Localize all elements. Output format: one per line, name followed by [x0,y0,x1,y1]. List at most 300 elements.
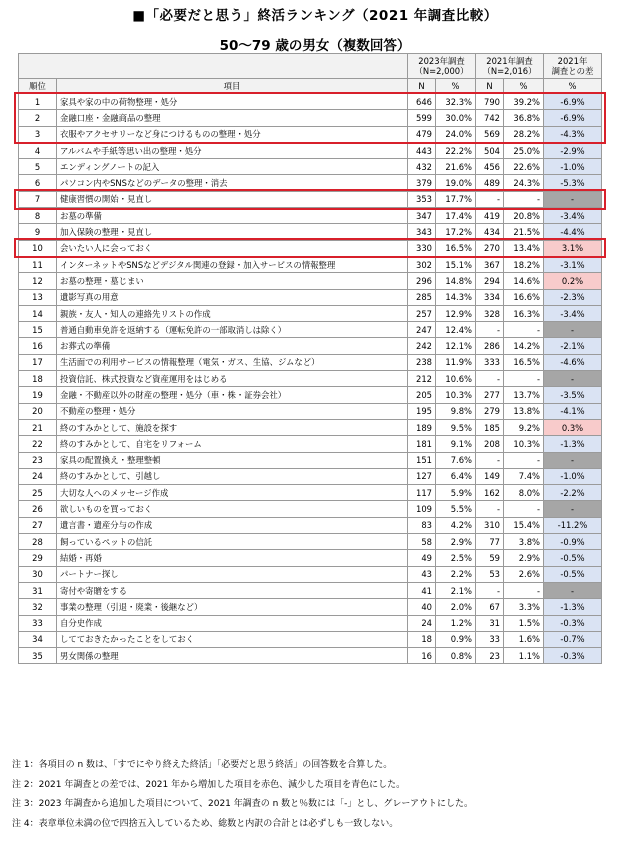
pct-2023-cell: 2.9% [436,534,476,550]
item-cell: 家具の配置換え・整理整頓 [57,452,408,468]
pct-2021-cell: 14.2% [504,338,544,354]
n-2021-cell: - [476,371,504,387]
n-2021-cell: 334 [476,289,504,305]
pct-2021-cell: 16.6% [504,289,544,305]
item-cell: 終のすみかとして、施設を探す [57,419,408,435]
n-2021-cell: - [476,501,504,517]
n-2021-cell: 328 [476,305,504,321]
table-row [19,305,602,321]
pct-2021-cell: 9.2% [504,419,544,435]
pct-2021-cell: 22.6% [504,159,544,175]
diff-cell: -2.2% [544,485,602,501]
n-2021-cell: 489 [476,175,504,191]
item-cell: お墓の準備 [57,208,408,224]
header-blank [19,54,408,79]
table-row [19,403,602,419]
pct-2023-cell: 6.4% [436,468,476,484]
n-2023-cell: 40 [408,599,436,615]
table-row [19,94,602,110]
n-2023-cell: 58 [408,534,436,550]
item-cell: 不動産の整理・処分 [57,403,408,419]
n-2023-cell: 238 [408,354,436,370]
pct-2021-cell: 13.4% [504,240,544,256]
table-row [19,582,602,598]
rank-cell: 19 [19,387,57,403]
pct-2023-cell: 17.7% [436,191,476,207]
diff-cell: -6.9% [544,94,602,110]
table-row [19,289,602,305]
diff-cell: - [544,371,602,387]
notes [12,756,473,834]
n-2023-cell: 127 [408,468,436,484]
rank-cell: 10 [19,240,57,256]
pct-2021-cell: 39.2% [504,94,544,110]
pct-2021-cell: 20.8% [504,208,544,224]
item-cell: 自分史作成 [57,615,408,631]
item-cell: 大切な人へのメッセージ作成 [57,485,408,501]
diff-cell: -3.4% [544,305,602,321]
item-cell: 終のすみかとして、自宅をリフォーム [57,436,408,452]
diff-cell: 0.2% [544,273,602,289]
rank-cell: 15 [19,322,57,338]
header-n-2021: N [476,79,504,94]
n-2021-cell: 162 [476,485,504,501]
n-2021-cell: 77 [476,534,504,550]
pct-2021-cell: - [504,371,544,387]
table-row [19,615,602,631]
rank-cell: 27 [19,517,57,533]
pct-2023-cell: 24.0% [436,126,476,142]
n-2021-cell: 333 [476,354,504,370]
item-cell: お葬式の準備 [57,338,408,354]
n-2023-cell: 443 [408,142,436,158]
pct-2021-cell: 7.4% [504,468,544,484]
n-2023-cell: 479 [408,126,436,142]
n-2021-cell: - [476,452,504,468]
n-2021-cell: 33 [476,631,504,647]
header-row-columns [19,79,602,94]
rank-cell: 14 [19,305,57,321]
n-2023-cell: 18 [408,631,436,647]
diff-cell: -4.3% [544,126,602,142]
item-cell: 普通自動車免許を返納する（運転免許の一部取消しは除く） [57,322,408,338]
n-2023-cell: 296 [408,273,436,289]
diff-cell: -5.3% [544,175,602,191]
pct-2021-cell: 1.1% [504,648,544,664]
rank-cell: 17 [19,354,57,370]
pct-2021-cell: 28.2% [504,126,544,142]
pct-2021-cell: 16.3% [504,305,544,321]
rank-cell: 1 [19,94,57,110]
diff-cell: 0.3% [544,419,602,435]
item-cell: 健康習慣の開始・見直し [57,191,408,207]
diff-cell: -3.5% [544,387,602,403]
pct-2021-cell: 10.3% [504,436,544,452]
n-2021-cell: 742 [476,110,504,126]
n-2023-cell: 257 [408,305,436,321]
diff-cell: 3.1% [544,240,602,256]
rank-cell: 21 [19,419,57,435]
header-2021: 2021年調査 （N=2,016） [476,54,544,79]
rank-cell: 26 [19,501,57,517]
diff-cell: -4.1% [544,403,602,419]
diff-cell: -0.5% [544,566,602,582]
diff-cell: -0.3% [544,648,602,664]
n-2021-cell: 434 [476,224,504,240]
table-row [19,436,602,452]
pct-2023-cell: 14.3% [436,289,476,305]
pct-2021-cell: 3.3% [504,599,544,615]
pct-2023-cell: 7.6% [436,452,476,468]
table-row [19,159,602,175]
diff-cell: -3.4% [544,208,602,224]
table-row [19,534,602,550]
item-cell: 欲しいものを買っておく [57,501,408,517]
n-2021-cell: 456 [476,159,504,175]
header-diff: 2021年 調査との差 [544,54,602,79]
rank-cell: 8 [19,208,57,224]
pct-2021-cell: 24.3% [504,175,544,191]
n-2023-cell: 646 [408,94,436,110]
n-2021-cell: 367 [476,256,504,272]
table-row [19,322,602,338]
n-2023-cell: 285 [408,289,436,305]
item-cell: パートナー探し [57,566,408,582]
pct-2023-cell: 12.1% [436,338,476,354]
rank-cell: 35 [19,648,57,664]
pct-2023-cell: 17.2% [436,224,476,240]
item-cell: お墓の整理・墓じまい [57,273,408,289]
pct-2021-cell: - [504,322,544,338]
item-cell: 結婚・再婚 [57,550,408,566]
rank-cell: 33 [19,615,57,631]
n-2023-cell: 247 [408,322,436,338]
pct-2023-cell: 17.4% [436,208,476,224]
pct-2023-cell: 32.3% [436,94,476,110]
diff-cell: -4.4% [544,224,602,240]
pct-2021-cell: - [504,501,544,517]
item-cell: 衣服やアクセサリーなど身につけるものの整理・処分 [57,126,408,142]
item-cell: してておきたかったことをしておく [57,631,408,647]
table-row [19,550,602,566]
table-row [19,273,602,289]
n-2021-cell: 279 [476,403,504,419]
rank-cell: 13 [19,289,57,305]
n-2021-cell: - [476,191,504,207]
pct-2021-cell: 1.6% [504,631,544,647]
n-2021-cell: 270 [476,240,504,256]
pct-2021-cell: - [504,582,544,598]
note-line: 注 2：2021 年調査との差では、2021 年から増加した項目を赤色、減少した項目を青色にした。 [12,779,406,790]
n-2023-cell: 212 [408,371,436,387]
n-2023-cell: 195 [408,403,436,419]
table-row [19,419,602,435]
rank-cell: 6 [19,175,57,191]
rank-cell: 9 [19,224,57,240]
n-2023-cell: 151 [408,452,436,468]
table-row [19,485,602,501]
pct-2021-cell: 2.9% [504,550,544,566]
diff-cell: -2.1% [544,338,602,354]
pct-2023-cell: 16.5% [436,240,476,256]
table-row [19,175,602,191]
rank-cell: 32 [19,599,57,615]
n-2023-cell: 109 [408,501,436,517]
n-2021-cell: 569 [476,126,504,142]
pct-2021-cell: 3.8% [504,534,544,550]
n-2021-cell: 185 [476,419,504,435]
pct-2023-cell: 10.3% [436,387,476,403]
n-2021-cell: 504 [476,142,504,158]
n-2021-cell: 790 [476,94,504,110]
diff-cell: -4.6% [544,354,602,370]
ranking-table [18,53,602,664]
diff-cell: -11.2% [544,517,602,533]
pct-2021-cell: 2.6% [504,566,544,582]
n-2023-cell: 343 [408,224,436,240]
rank-cell: 34 [19,631,57,647]
table-row [19,224,602,240]
n-2021-cell: 310 [476,517,504,533]
pct-2021-cell: 1.5% [504,615,544,631]
rank-cell: 30 [19,566,57,582]
header-rank: 順位 [19,79,57,94]
rank-cell: 31 [19,582,57,598]
pct-2023-cell: 15.1% [436,256,476,272]
item-cell: 加入保険の整理・見直し [57,224,408,240]
pct-2023-cell: 2.1% [436,582,476,598]
n-2021-cell: 419 [476,208,504,224]
rank-cell: 12 [19,273,57,289]
item-cell: 男女関係の整理 [57,648,408,664]
header-2023: 2023年調査 （N=2,000） [408,54,476,79]
rank-cell: 2 [19,110,57,126]
rank-cell: 22 [19,436,57,452]
pct-2023-cell: 0.9% [436,631,476,647]
rank-cell: 28 [19,534,57,550]
pct-2023-cell: 30.0% [436,110,476,126]
n-2021-cell: 277 [476,387,504,403]
pct-2023-cell: 5.5% [436,501,476,517]
diff-cell: -2.9% [544,142,602,158]
diff-cell: - [544,582,602,598]
rank-cell: 20 [19,403,57,419]
rank-cell: 7 [19,191,57,207]
pct-2023-cell: 2.0% [436,599,476,615]
table-row [19,387,602,403]
pct-2023-cell: 22.2% [436,142,476,158]
pct-2023-cell: 2.2% [436,566,476,582]
diff-cell: -1.3% [544,436,602,452]
header-n-2023: N [408,79,436,94]
pct-2023-cell: 11.9% [436,354,476,370]
n-2023-cell: 41 [408,582,436,598]
item-cell: エンディングノートの記入 [57,159,408,175]
item-cell: 生活面での利用サービスの情報整理（電気・ガス、生協、ジムなど） [57,354,408,370]
table-row [19,566,602,582]
pct-2023-cell: 14.8% [436,273,476,289]
pct-2021-cell: 13.7% [504,387,544,403]
n-2023-cell: 117 [408,485,436,501]
n-2023-cell: 353 [408,191,436,207]
note-line: 注 3：2023 年調査から追加した項目について、2021 年調査の n 数と％数には「-」とし、グレーアウトにした。 [12,799,473,809]
n-2023-cell: 205 [408,387,436,403]
n-2021-cell: 67 [476,599,504,615]
table-row [19,191,602,207]
diff-cell: -6.9% [544,110,602,126]
table-row [19,240,602,256]
rank-cell: 29 [19,550,57,566]
n-2023-cell: 181 [408,436,436,452]
n-2021-cell: 208 [476,436,504,452]
rank-cell: 24 [19,468,57,484]
pct-2023-cell: 10.6% [436,371,476,387]
table-row [19,208,602,224]
table-row [19,631,602,647]
n-2021-cell: 23 [476,648,504,664]
n-2023-cell: 242 [408,338,436,354]
diff-cell: -3.1% [544,256,602,272]
n-2021-cell: - [476,322,504,338]
item-cell: 金融・不動産以外の財産の整理・処分（車・株・証券会社） [57,387,408,403]
diff-cell: -0.5% [544,550,602,566]
n-2021-cell: 286 [476,338,504,354]
item-cell: 家具や家の中の荷物整理・処分 [57,94,408,110]
table-row [19,354,602,370]
rank-cell: 16 [19,338,57,354]
rank-cell: 23 [19,452,57,468]
header-pct-2021: % [504,79,544,94]
table-row [19,501,602,517]
table-row [19,648,602,664]
item-cell: パソコン内やSNSなどのデータの整理・消去 [57,175,408,191]
table-row [19,599,602,615]
header-pct-2023: % [436,79,476,94]
pct-2023-cell: 12.4% [436,322,476,338]
item-cell: 投資信託、株式投資など資産運用をはじめる [57,371,408,387]
diff-cell: - [544,191,602,207]
rank-cell: 5 [19,159,57,175]
pct-2021-cell: 18.2% [504,256,544,272]
n-2021-cell: 149 [476,468,504,484]
diff-cell: -0.3% [544,615,602,631]
header-pct-diff: % [544,79,602,94]
table-row [19,142,602,158]
pct-2021-cell: 25.0% [504,142,544,158]
pct-2021-cell: 14.6% [504,273,544,289]
header-row-groups [19,54,602,79]
pct-2023-cell: 0.8% [436,648,476,664]
n-2023-cell: 83 [408,517,436,533]
pct-2023-cell: 1.2% [436,615,476,631]
diff-cell: -1.0% [544,159,602,175]
pct-2023-cell: 12.9% [436,305,476,321]
n-2023-cell: 599 [408,110,436,126]
n-2021-cell: 31 [476,615,504,631]
n-2023-cell: 49 [408,550,436,566]
n-2021-cell: - [476,582,504,598]
pct-2023-cell: 9.5% [436,419,476,435]
pct-2021-cell: - [504,191,544,207]
pct-2021-cell: 16.5% [504,354,544,370]
n-2023-cell: 43 [408,566,436,582]
pct-2021-cell: 13.8% [504,403,544,419]
diff-cell: -0.7% [544,631,602,647]
pct-2021-cell: 21.5% [504,224,544,240]
pct-2021-cell: 8.0% [504,485,544,501]
table-row [19,338,602,354]
n-2023-cell: 379 [408,175,436,191]
n-2023-cell: 189 [408,419,436,435]
n-2023-cell: 330 [408,240,436,256]
n-2023-cell: 16 [408,648,436,664]
rank-cell: 4 [19,142,57,158]
n-2021-cell: 53 [476,566,504,582]
item-cell: 遺影写真の用意 [57,289,408,305]
pct-2021-cell: - [504,452,544,468]
table-row [19,126,602,142]
pct-2023-cell: 9.8% [436,403,476,419]
table-row [19,256,602,272]
table-row [19,517,602,533]
rank-cell: 18 [19,371,57,387]
header-item: 項目 [57,79,408,94]
item-cell: インターネットやSNSなどデジタル関連の登録・加入サービスの情報整理 [57,256,408,272]
item-cell: 飼っているペットの信託 [57,534,408,550]
pct-2023-cell: 5.9% [436,485,476,501]
pct-2023-cell: 19.0% [436,175,476,191]
n-2021-cell: 59 [476,550,504,566]
item-cell: 寄付や寄贈をする [57,582,408,598]
table-row [19,468,602,484]
diff-cell: - [544,452,602,468]
n-2023-cell: 347 [408,208,436,224]
item-cell: 会いたい人に会っておく [57,240,408,256]
diff-cell: -2.3% [544,289,602,305]
pct-2023-cell: 9.1% [436,436,476,452]
pct-2023-cell: 21.6% [436,159,476,175]
item-cell: アルバムや手紙等思い出の整理・処分 [57,142,408,158]
diff-cell: -1.3% [544,599,602,615]
pct-2021-cell: 15.4% [504,517,544,533]
pct-2023-cell: 2.5% [436,550,476,566]
table-row [19,371,602,387]
item-cell: 事業の整理（引退・廃業・後継など） [57,599,408,615]
pct-2021-cell: 36.8% [504,110,544,126]
note-line: 注 1：各項目の n 数は、「すでにやり終えた終活」「必要だと思う終活」の回答数を合算した。 [12,760,393,770]
rank-cell: 25 [19,485,57,501]
n-2023-cell: 24 [408,615,436,631]
n-2023-cell: 432 [408,159,436,175]
diff-cell: -1.0% [544,468,602,484]
table-row [19,110,602,126]
diff-cell: -0.9% [544,534,602,550]
rank-cell: 3 [19,126,57,142]
note-line: 注 4：表章単位未満の位で四捨五入しているため、総数と内訳の合計とは必ずしも一致しない。 [12,818,399,829]
item-cell: 終のすみかとして、引越し [57,468,408,484]
rank-cell: 11 [19,256,57,272]
diff-cell: - [544,322,602,338]
n-2021-cell: 294 [476,273,504,289]
page-title: ■「必要だと思う」終活ランキング（2021 年調査比較） [132,8,498,24]
item-cell: 遺言書・遺産分与の作成 [57,517,408,533]
item-cell: 親族・友人・知人の連絡先リストの作成 [57,305,408,321]
page-subtitle: 50～79 歳の男女（複数回答） [219,38,411,54]
table-row [19,452,602,468]
diff-cell: - [544,501,602,517]
item-cell: 金融口座・金融商品の整理 [57,110,408,126]
n-2023-cell: 302 [408,256,436,272]
